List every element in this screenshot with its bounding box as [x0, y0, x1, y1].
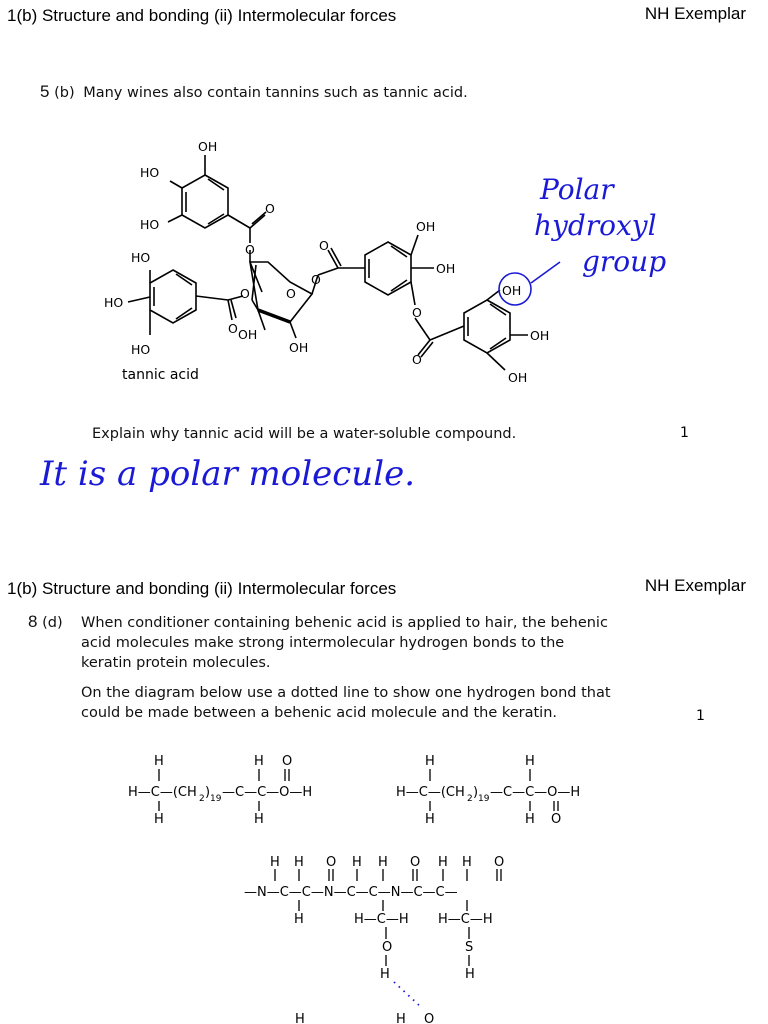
svg-text:H—C—H: H—C—H: [354, 912, 409, 927]
ring-right: [464, 300, 510, 353]
svg-text:H: H: [294, 855, 304, 870]
svg-text:O: O: [551, 812, 562, 827]
molecule-name-label: tannic acid: [122, 367, 199, 383]
section2-header-exemplar: NH Exemplar: [644, 576, 746, 595]
svg-text:OH: OH: [436, 261, 456, 276]
svg-text:H: H: [254, 812, 264, 827]
question5-number: 5: [40, 82, 50, 101]
svg-text:H: H: [154, 812, 164, 827]
behenic-acid-right: [396, 754, 580, 827]
svg-text:H: H: [380, 967, 390, 982]
svg-text:S: S: [465, 940, 474, 955]
svg-text:OH: OH: [238, 327, 258, 342]
svg-text:HO: HO: [131, 250, 151, 265]
svg-text:HO: HO: [104, 295, 124, 310]
section2-header-title: 1(b) Structure and bonding (ii) Intermolecular forces: [7, 579, 397, 598]
svg-text:—C—C—O—H: —C—C—O—H: [490, 785, 581, 800]
question8-line-1: When conditioner containing behenic acid is applied to hair, the behenic: [81, 615, 608, 631]
svg-text:O: O: [228, 321, 238, 336]
svg-text:O: O: [382, 940, 393, 955]
question8-number: 8: [28, 612, 38, 631]
svg-text:2: 2: [199, 794, 205, 804]
partial-molecule-h-right: H: [396, 1012, 406, 1024]
handwritten-answer: It is a polar molecule.: [40, 454, 415, 494]
question8-line-3: keratin protein molecules.: [81, 655, 271, 671]
svg-text:H: H: [378, 855, 388, 870]
svg-text:—C—C—O—H: —C—C—O—H: [222, 785, 313, 800]
svg-text:OH: OH: [508, 370, 528, 385]
question8-instruction-1: On the diagram below use a dotted line to show one hydrogen bond that: [81, 685, 611, 701]
question8-number-line: [28, 612, 63, 633]
question8-marks: 1: [696, 708, 705, 724]
question8-instruction-2: could be made between a behenic acid molecule and the keratin.: [81, 705, 558, 721]
svg-text:H: H: [462, 855, 472, 870]
svg-text:O: O: [265, 201, 275, 216]
question5-intro: Many wines also contain tannins such as tannic acid.: [83, 85, 468, 101]
svg-text:O: O: [286, 286, 296, 301]
svg-text:—N—C—C—N—C—C—N—C—C—: —N—C—C—N—C—C—N—C—C—: [244, 885, 458, 900]
svg-text:H—C—H: H—C—H: [438, 912, 493, 927]
svg-text:OH: OH: [530, 328, 550, 343]
svg-text:O: O: [282, 754, 293, 769]
question5-prompt: Explain why tannic acid will be a water-soluble compound.: [92, 426, 517, 442]
question5-line: [40, 82, 468, 103]
question5-marks: 1: [680, 425, 689, 441]
svg-text:H: H: [425, 812, 435, 827]
svg-text:H: H: [270, 855, 280, 870]
svg-text:O: O: [412, 352, 422, 367]
svg-text:O: O: [319, 238, 329, 253]
svg-text:OH: OH: [198, 139, 218, 154]
svg-text:OH: OH: [289, 340, 309, 355]
svg-text:O: O: [410, 855, 421, 870]
svg-text:O: O: [326, 855, 337, 870]
annotation-line-3: group: [582, 245, 667, 278]
svg-text:H—C—(CH: H—C—(CH: [128, 785, 197, 800]
svg-text:O: O: [245, 242, 255, 257]
question8-text: [81, 613, 681, 723]
svg-text:H: H: [154, 754, 164, 769]
question5-part: (b): [54, 85, 75, 101]
svg-text:H: H: [525, 812, 535, 827]
ring-top-left: [182, 175, 228, 228]
question8-line-2: acid molecules make strong intermolecular hydrogen bonds to the: [81, 635, 565, 651]
circled-oh-label: OH: [502, 283, 522, 298]
ring-middle-right: [365, 242, 411, 295]
svg-text:H: H: [465, 967, 475, 982]
svg-text:H—C—(CH: H—C—(CH: [396, 785, 465, 800]
svg-text:H: H: [525, 754, 535, 769]
ring-left: [150, 270, 196, 323]
svg-text:HO: HO: [140, 217, 160, 232]
hydrogen-bond-dotted-line: [394, 982, 422, 1008]
svg-text:O: O: [412, 305, 422, 320]
svg-text:H: H: [254, 754, 264, 769]
svg-text:O: O: [311, 272, 321, 287]
svg-text:19: 19: [210, 794, 222, 804]
svg-text:H: H: [352, 855, 362, 870]
section1-header-title: 1(b) Structure and bonding (ii) Intermolecular forces: [7, 6, 397, 25]
keratin-chain: [244, 855, 504, 982]
partial-molecule-h-left: H: [295, 1012, 305, 1024]
svg-text:O: O: [494, 855, 505, 870]
behenic-keratin-structures: [0, 745, 768, 1024]
annotation-polar-hydroxyl: [534, 172, 667, 280]
annotation-line-2: hydroxyl: [534, 209, 657, 242]
svg-text:O: O: [240, 286, 250, 301]
svg-text:H: H: [438, 855, 448, 870]
question8-part: (d): [42, 615, 63, 631]
svg-text:): ): [205, 785, 211, 800]
svg-text:OH: OH: [416, 219, 436, 234]
svg-text:): ): [473, 785, 479, 800]
svg-text:H: H: [294, 912, 304, 927]
svg-text:19: 19: [478, 794, 490, 804]
section1-header-exemplar: NH Exemplar: [644, 4, 746, 23]
partial-molecule-o: O: [424, 1012, 435, 1024]
svg-text:HO: HO: [140, 165, 160, 180]
svg-text:HO: HO: [131, 342, 151, 357]
annotation-line-1: Polar: [540, 173, 614, 206]
svg-text:H: H: [425, 754, 435, 769]
svg-text:2: 2: [467, 794, 473, 804]
behenic-acid-left: [128, 754, 312, 827]
